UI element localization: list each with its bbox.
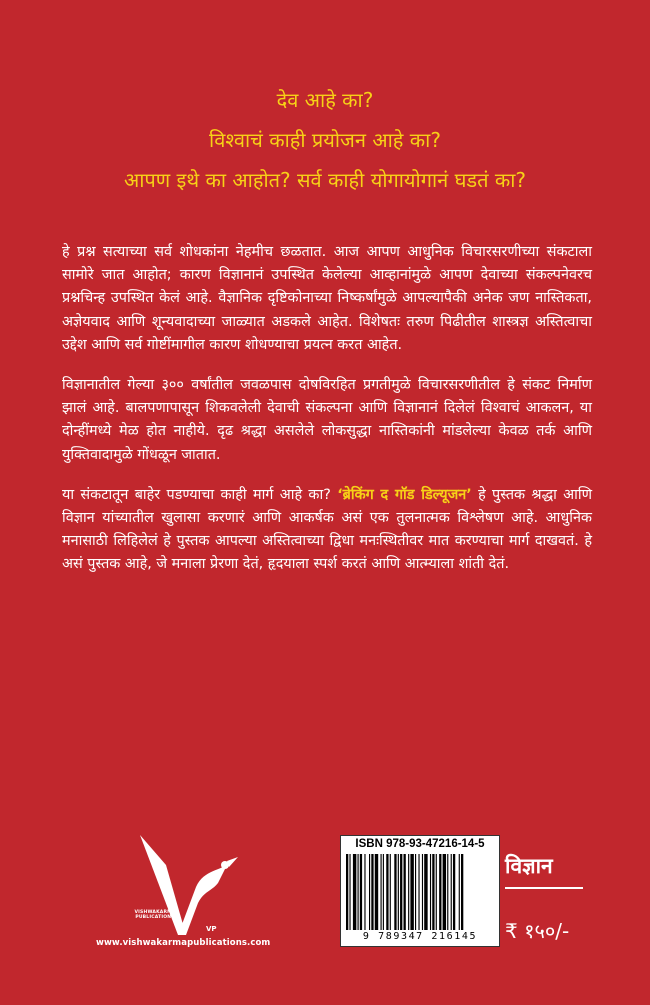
- category-divider: [505, 887, 583, 889]
- blurb: [62, 241, 592, 594]
- category-label: विज्ञान: [505, 854, 553, 878]
- question-3: आपण इथे का आहोत? सर्व काही योगायोगानं घडतं का?: [123, 168, 527, 192]
- publisher-logo-icon: [100, 825, 270, 945]
- question-1: देव आहे का?: [276, 88, 374, 112]
- isbn-barcode: [340, 835, 500, 947]
- barcode-digits: 9 789347 216145: [362, 931, 478, 942]
- question-2: विश्वाचं काही प्रयोजन आहे का?: [209, 128, 441, 152]
- price: ₹ १५०/-: [505, 919, 570, 943]
- cover-questions: [0, 80, 650, 200]
- blurb-paragraph-3-rest: हे पुस्तक श्रद्धा आणि विज्ञान यांच्यातील खुलासा करणारं आणि आकर्षक असं एक तुलनात्मक विश्लेषण आहे. आधुनिक मनासाठी लिहिलेलं हे पुस्तक आपल्या अस्तित्वाच्या द्विधा मनःस्थितीवर मात करण्याचा मार्ग दाखवतं. हे असं पुस्तक आहे, जे मनाला प्रेरणा देतं, हृदयाला स्पर्श करतं आणि आत्म्याला शांती देतं.: [62, 486, 593, 573]
- publisher-initials: VP: [206, 925, 217, 933]
- publisher-website[interactable]: www.vishwakarmapublications.com: [96, 938, 271, 948]
- blurb-paragraph-1: हे प्रश्न सत्याच्या सर्व शोधकांना नेहमीच छळतात. आज आपण आधुनिक विचारसरणीच्या संकटाला सामोरे जात आहोत; कारण विज्ञानानं उपस्थित केलेल्या आव्हानांमुळे आपण देवाच्या संकल्पनेवरच प्रश्नचिन्ह उपस्थित केलं आहे. वैज्ञानिक दृष्टिकोनाच्या निष्कर्षांमुळे आपल्यापैकी अनेक जण नास्तिकता, अज्ञेयवाद आणि शून्यवादाच्या जाळ्यात अडकले आहेत. विशेषतः तरुण पिढीतील शास्त्रज्ञ अस्तित्वाचा उद्देश आणि सर्व गोष्टींमागील कारण शोधण्याचा प्रयत्न करत आहेत.: [62, 244, 592, 353]
- barcode-icon: [346, 854, 494, 930]
- blurb-paragraph-3: [62, 484, 592, 577]
- blurb-paragraph-2: विज्ञानातील गेल्या ३०० वर्षांतील जवळपास दोषविरहित प्रगतीमुळे विचारसरणीतील हे संकट निर्माण झालं आहे. बालपणापासून शिकवलेली देवाची संकल्पना आणि विज्ञानानं दिलेलं विश्वाचं आकलन, या दोन्हींमध्ये मेळ होत नाहीये. दृढ श्रद्धा असलेले लोकसुद्धा नास्तिकांनी मांडलेल्या केवळ तर्क आणि युक्तिवादामुळे गोंधळून जातात.: [62, 377, 592, 463]
- book-title: ‘ब्रेकिंग द गॉड डिल्यूजन’: [337, 486, 472, 503]
- blurb-paragraph-3-intro: या संकटातून बाहेर पडण्याचा काही मार्ग आहे का?: [62, 486, 338, 503]
- isbn-label: ISBN 978-93-47216-14-5: [355, 838, 485, 850]
- publisher-logo-text: VISHWAKARMA PUBLICATIONS: [134, 910, 176, 920]
